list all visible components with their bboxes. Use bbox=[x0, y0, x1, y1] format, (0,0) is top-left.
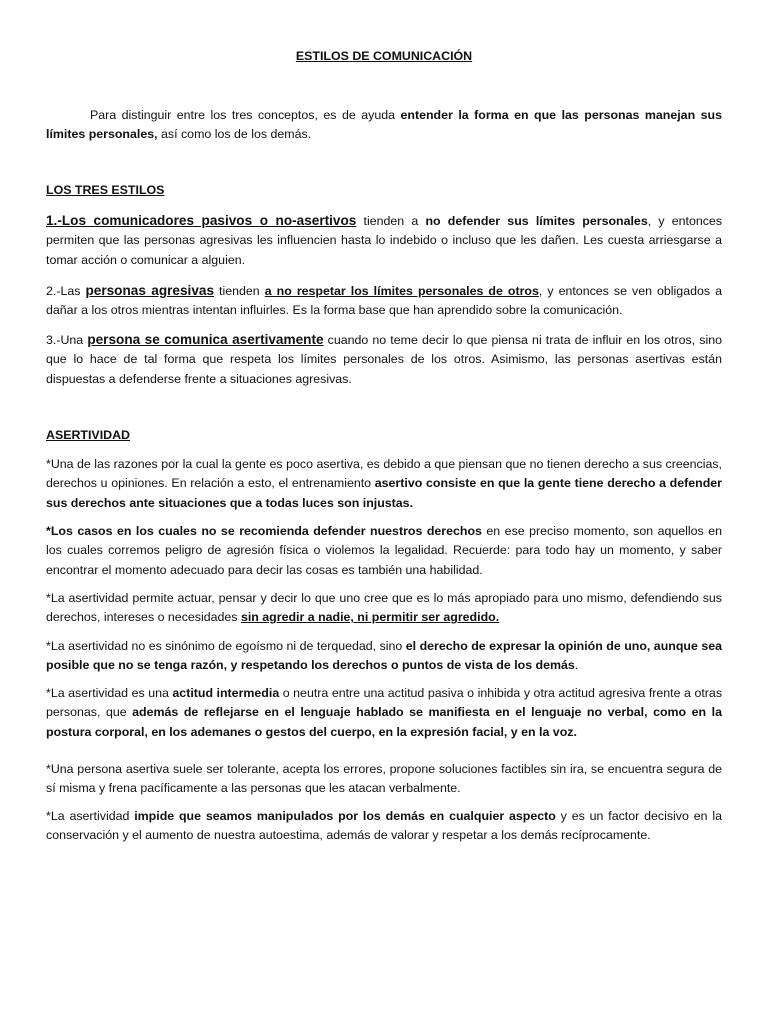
text-run-bold: asertivo consiste en que la gente tiene derecho a defender sus derechos ante situaciones que a todas luces son injustas. bbox=[46, 476, 723, 510]
paragraph-asertividad-3 bbox=[46, 589, 722, 628]
text-run: *Una persona asertiva suele ser tolerante, acepta los errores, propone soluciones factibles sin ira, se encuentra segura de sí misma y frena pacíficamente a las personas que les atacan verbalmente. bbox=[46, 762, 722, 796]
text-run: o neutra entre una actitud pasiva o inhibida y otra actitud agresiva frente a otras personas, que bbox=[46, 686, 723, 720]
text-run-bold-underline: personas agresivas bbox=[85, 283, 215, 298]
paragraph-asertividad-6 bbox=[46, 760, 722, 799]
text-run: *La asertividad permite actuar, pensar y decir lo que uno cree que es lo más apropiado para uno mismo, defendiendo sus derechos, intereses o necesidades bbox=[46, 591, 722, 625]
paragraph-asertividad-2 bbox=[46, 522, 722, 580]
text-run: cuando no teme decir lo que piensa ni trata de influir en los otros, sino que lo hace de tal forma que respeta los límites personales de los otros. Asimismo, las personas asertivas están dispuestas a defenderse frente a situaciones agresivas. bbox=[46, 333, 722, 386]
text-run-bold: además de reflejarse en el lenguaje hablado se manifiesta en el lenguaje no verbal, como en la postura corporal, en los ademanes o gestos del cuerpo, en la expresión facial, y en la voz. bbox=[46, 705, 722, 739]
text-run-bold: el derecho de expresar la opinión de uno, aunque sea posible que no se tenga razón, y respetando los derechos o puntos de vista de los demás bbox=[46, 639, 723, 673]
text-run: 3.-Una bbox=[46, 333, 88, 347]
document-title: ESTILOS DE COMUNICACIÓN bbox=[295, 49, 473, 63]
paragraph-asertividad-5 bbox=[46, 684, 722, 742]
text-run: en ese preciso momento, son aquellos en los cuales corremos peligro de agresión física o violemos la legalidad. Recuerde: para todo hay un momento, y saber encontrar el momento adecuado para decir las cosas es también una habilidad. bbox=[46, 524, 722, 577]
text-run-bold-underline: persona se comunica asertivamente bbox=[87, 332, 324, 347]
paragraph-estilo-asertivo bbox=[46, 330, 722, 389]
text-run: así como los de los demás. bbox=[157, 127, 312, 142]
text-run: tienden bbox=[214, 284, 265, 298]
text-run-bold: no defender sus límites personales bbox=[425, 214, 648, 228]
text-run-bold-underline: 1.-Los comunicadores pasivos o no-asertivos bbox=[46, 213, 357, 228]
intro-paragraph bbox=[46, 106, 722, 145]
section-heading-asertividad: ASERTIVIDAD bbox=[46, 428, 130, 442]
text-run-bold-underline: sin agredir a nadie, ni permitir ser agredido. bbox=[240, 610, 500, 625]
text-run: Para distinguir entre los tres conceptos, es de ayuda bbox=[90, 108, 401, 122]
text-run: *La asertividad no es sinónimo de egoísmo ni de terquedad, sino bbox=[46, 639, 406, 653]
paragraph-estilo-pasivo bbox=[46, 211, 722, 270]
text-run: tienden a bbox=[356, 214, 426, 228]
text-run: , y entonces se ven obligados a dañar a los otros mientras intentan influirles. Es la forma base que han aprendido sobre la comunicación. bbox=[46, 284, 722, 318]
paragraph-asertividad-4 bbox=[46, 637, 722, 676]
text-run-bold-underline: a no respetar los límites personales de otros bbox=[264, 284, 539, 298]
text-run-bold: actitud intermedia bbox=[172, 686, 280, 700]
text-run-bold: entender la forma en que las personas manejan sus límites personales, bbox=[46, 108, 722, 142]
text-run: , y entonces permiten que las personas agresivas les influencien hasta lo indebido o incluso que les dañen. Les cuesta arriesgarse a tomar acción o comunicar a alguien. bbox=[46, 214, 723, 267]
paragraph-estilo-agresivo bbox=[46, 281, 722, 321]
section-heading-tres-estilos: LOS TRES ESTILOS bbox=[46, 183, 165, 197]
text-run: *La asertividad es una bbox=[46, 686, 173, 700]
text-run: *Una de las razones por la cual la gente es poco asertiva, es debido a que piensan que no tienen derecho a sus creencias, derechos u opiniones. En relación a esto, el entrenamiento bbox=[46, 457, 722, 491]
paragraph-asertividad-1 bbox=[46, 455, 722, 513]
text-run: 2.-Las bbox=[46, 284, 86, 298]
text-run: *La asertividad bbox=[46, 809, 135, 823]
paragraph-asertividad-7 bbox=[46, 807, 722, 846]
text-run: . bbox=[574, 658, 579, 673]
text-run-bold: *Los casos en los cuales no se recomienda defender nuestros derechos bbox=[46, 524, 482, 538]
text-run-bold: impide que seamos manipulados por los demás en cualquier aspecto bbox=[134, 809, 556, 823]
text-run: y es un factor decisivo en la conservación y el aumento de nuestra autoestima, además de valorar y respetar a los demás recíprocamente. bbox=[46, 809, 722, 843]
